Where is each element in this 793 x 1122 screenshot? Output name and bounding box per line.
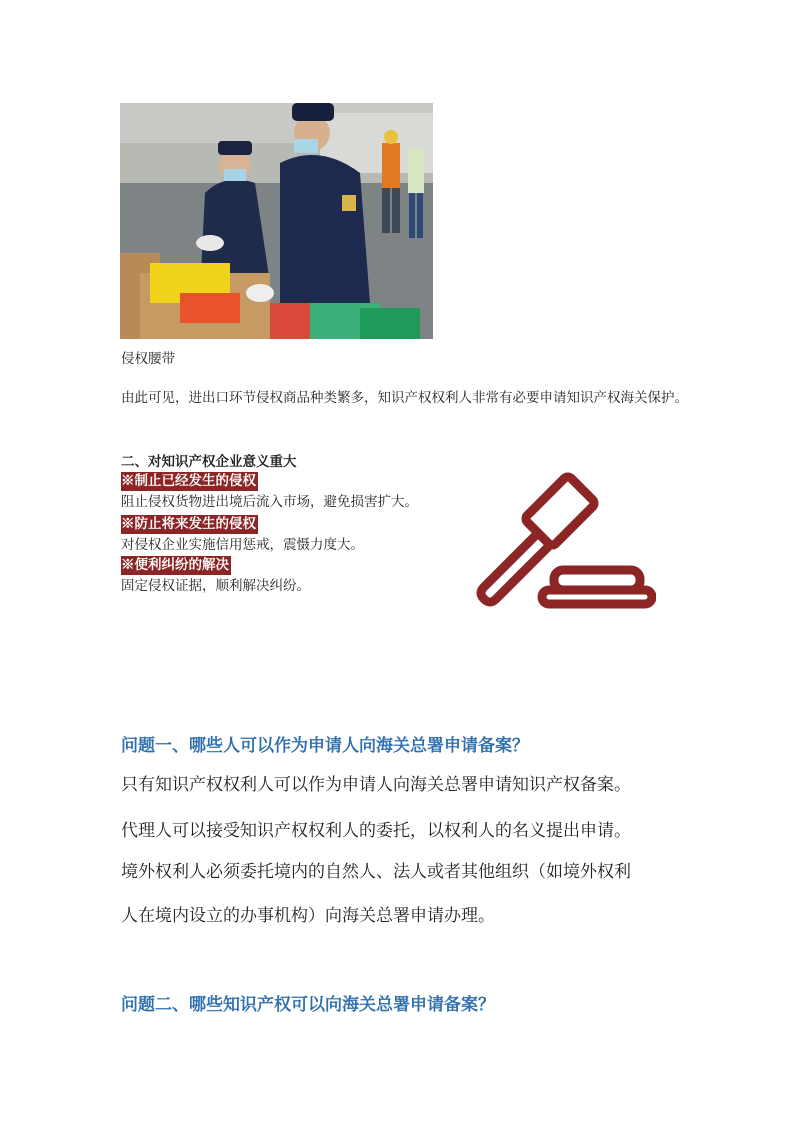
- answer-line: 只有知识产权权利人可以作为申请人向海关总署申请知识产权备案。: [121, 775, 631, 795]
- answer-line: 人在境内设立的办事机构）向海关总署申请办理。: [121, 906, 495, 926]
- highlight-heading: ※便利纠纷的解决: [121, 557, 229, 573]
- highlight-heading: ※制止已经发生的侵权: [121, 473, 256, 489]
- answer-line: 境外权利人必须委托境内的自然人、法人或者其他组织（如境外权利: [121, 862, 631, 882]
- gavel-icon: [470, 462, 656, 610]
- customs-inspection-photo: [120, 103, 433, 339]
- section-title: 二、对知识产权企业意义重大: [121, 454, 297, 470]
- answer-line: 代理人可以接受知识产权权利人的委托，以权利人的名义提出申请。: [121, 821, 631, 841]
- highlight-heading: ※防止将来发生的侵权: [121, 516, 256, 532]
- item-text: 阻止侵权货物进出境后流入市场，避免损害扩大。: [121, 494, 418, 510]
- question-two-title: 问题二、哪些知识产权可以向海关总署申请备案？: [121, 995, 495, 1015]
- item-text: 对侵权企业实施信用惩戒，震慑力度大。: [121, 537, 364, 553]
- question-one-title: 问题一、哪些人可以作为申请人向海关总署申请备案？: [121, 736, 529, 756]
- item-text: 固定侵权证据，顺利解决纠纷。: [121, 578, 310, 594]
- intro-paragraph: 由此可见，进出口环节侵权商品种类繁多，知识产权权利人非常有必要申请知识产权海关保护。: [121, 390, 688, 406]
- photo-caption: 侵权腰带: [121, 351, 175, 367]
